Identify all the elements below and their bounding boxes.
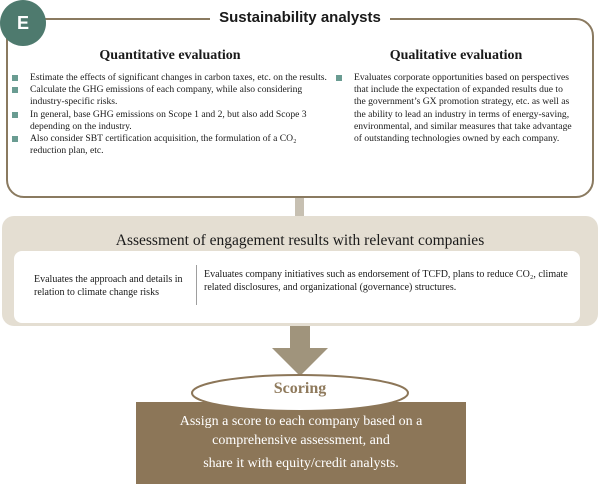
engagement-title: Assessment of engagement results with relevant companies xyxy=(115,232,485,249)
quantitative-list xyxy=(10,72,332,157)
engagement-divider xyxy=(196,265,197,305)
engagement-left-text: Evaluates the approach and details in relation to climate change risks xyxy=(34,274,183,298)
list-item: Calculate the GHG emissions of each company, while also considering industry-specific risks. xyxy=(10,84,332,108)
bullet-square-icon xyxy=(12,136,18,142)
section-badge: E xyxy=(0,0,46,46)
bullet-square-icon xyxy=(336,75,342,81)
bullet-square-icon xyxy=(12,75,18,81)
frame-title: Sustainability analysts xyxy=(210,9,390,26)
bullet-square-icon xyxy=(12,87,18,93)
scoring-label: Scoring xyxy=(273,380,327,397)
down-arrow-icon xyxy=(270,326,330,378)
score-line-1: Assign a score to each company based on a comprehensive assessment, and xyxy=(179,414,423,448)
engagement-right-text: Evaluates company initiatives such as endorsement of TCFD, plans to reduce CO₂, climate related disclosures, and organizational (governance) structures. xyxy=(204,269,568,293)
qualitative-list xyxy=(334,72,574,145)
score-line-2: share it with equity/credit analysts. xyxy=(203,456,399,471)
list-item: Estimate the effects of significant changes in carbon taxes, etc. on the results. xyxy=(10,72,332,84)
quantitative-heading: Quantitative evaluation xyxy=(99,48,241,63)
list-item: Evaluates corporate opportunities based on perspectives that include the expectation of expanded results due to the government’s GX promotion strategy, etc. as well as the ability to lead an industry in terms of energy-saving, environmental, and similar measures that take advantage of outstanding technologies owned by each company. xyxy=(334,72,574,145)
list-item: In general, base GHG emissions on Scope 1 and 2, but also add Scope 3 depending on the industry. xyxy=(10,109,332,133)
list-item: Also consider SBT certification acquisition, the formulation of a CO₂ reduction plan, etc. xyxy=(10,133,332,157)
bullet-square-icon xyxy=(12,112,18,118)
qualitative-heading: Qualitative evaluation xyxy=(389,48,523,63)
flow-connector xyxy=(295,198,304,216)
score-description xyxy=(136,412,466,473)
